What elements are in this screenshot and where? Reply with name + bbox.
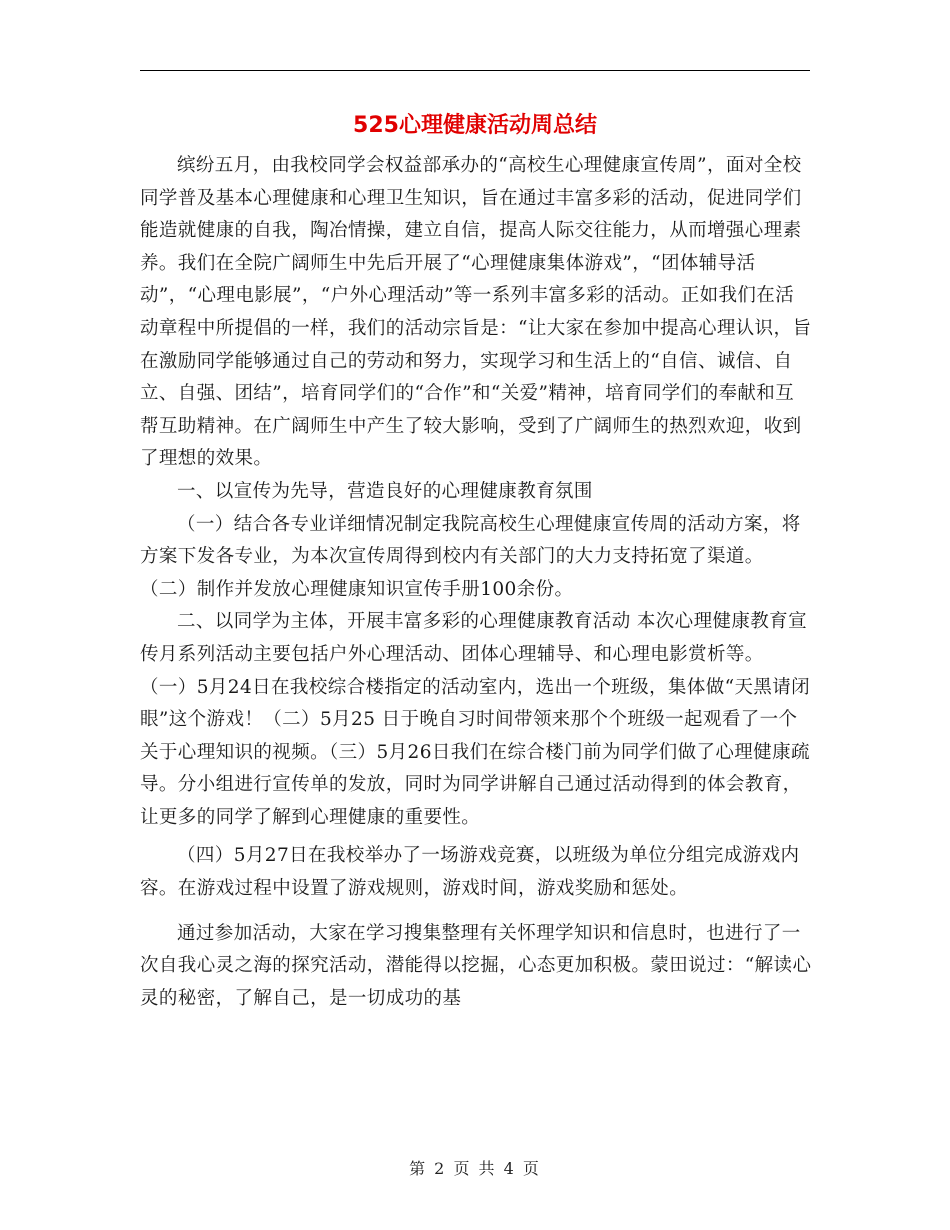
- header-rule: [140, 70, 810, 71]
- page-footer: 第 2 页 共 4 页: [409, 1159, 541, 1178]
- paragraph-item-four: （四）5月27日在我校举办了一场游戏竞赛，以班级为单位分组完成游戏内容。在游戏过程中设置了游戏规则，游戏时间，游戏奖励和惩处。: [140, 845, 800, 900]
- paragraph-conclusion: 通过参加活动，大家在学习搜集整理有关怀理学知识和信息时，也进行了一次自我心灵之海的探究活动，潜能得以挖掘，心态更加积极。蒙田说过：“解读心灵的秘密，了解自己，是一切成功的基: [140, 922, 812, 1009]
- document-title: 525心理健康活动周总结: [353, 113, 597, 138]
- paragraph-intro: 缤纷五月，由我校同学会权益部承办的“高校生心理健康宣传周”，面对全校同学普及基本心理健康和心理卫生知识，旨在通过丰富多彩的活动，促进同学们能造就健康的自我，陶冶情操，建立自信，提高人际交往能力，从而增强心理素养。我们在全院广阔师生中先后开展了“心理健康集体游戏”，“团体辅导活动”，“心理电影展”，“户外心理活动”等一系列丰富多彩的活动。正如我们在活动章程中所提倡的一样，我们的活动宗旨是：“让大家在参加中提高心理认识，旨在激励同学能够通过自己的劳动和努力，实现学习和生活上的“自信、诚信、自立、自强、团结”，培育同学们的“合作”和“关爱”精神，培育同学们的奉献和互帮互助精神。在广阔师生中产生了较大影响，受到了广阔师生的热烈欢迎，收到了理想的效果。: [140, 155, 812, 470]
- document-body: [140, 150, 812, 1015]
- paragraph-section-one-heading: 一、以宣传为先导，营造良好的心理健康教育氛围: [177, 480, 593, 502]
- paragraph-section-one-content: （一）结合各专业详细情况制定我院高校生心理健康宣传周的活动方案，将方案下发各专业，为本次宣传周得到校内有关部门的大力支持拓宽了渠道。 （二）制作并发放心理健康知识宣传手册100余份。: [140, 513, 801, 600]
- paragraph-section-two: 二、以同学为主体，开展丰富多彩的心理健康教育活动 本次心理健康教育宣传月系列活动主要包括户外心理活动、团体心理辅导、和心理电影赏析等。 （一）5月24日在我校综合楼指定的活动室内，选出一个班级，集体做“天黑请闭眼”这个游戏！（二）5月25 日于晚自习时间带领来那个个班级一起观看了一个关于心理知识的视频。（三）5月26日我们在综合楼门前为同学们做了心理健康疏导。分小组进行宣传单的发放，同时为同学讲解自己通过活动得到的体会教育，让更多的同学了解到心理健康的重要性。: [140, 611, 811, 828]
